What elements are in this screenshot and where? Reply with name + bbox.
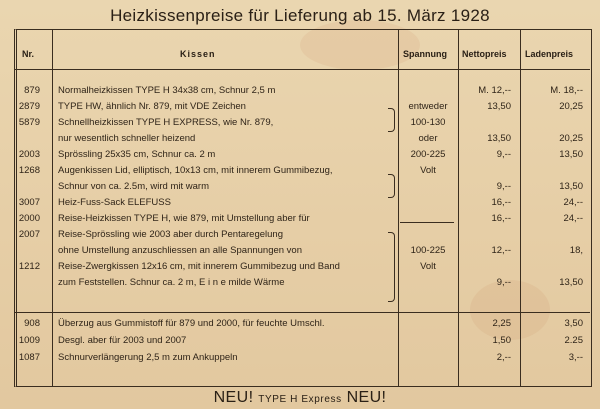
row-lp: 20,25	[559, 133, 583, 144]
bracket-mark	[388, 108, 395, 132]
row-np: 16,--	[491, 213, 511, 224]
row-desc: Schnur von ca. 2.5m, wird mit warm	[58, 181, 209, 192]
row-nr: 908	[24, 318, 40, 329]
column-divider	[398, 29, 399, 387]
row-nr: 1009	[18, 335, 40, 346]
row-np: 1,50	[492, 335, 511, 346]
row-desc: Überzug aus Gummistoff für 879 und 2000, für feuchte Umschl.	[58, 318, 325, 329]
row-np: 9,--	[496, 181, 511, 192]
page-title: Heizkissenpreise für Lieferung ab 15. März 1928	[110, 6, 490, 25]
row-sp: oder	[418, 133, 438, 144]
header-nr: Nr.	[22, 49, 35, 59]
row-desc: Reise-Heizkissen TYPE H, wie 879, mit Umstellung aber für	[58, 213, 310, 224]
row-desc: Reise-Zwergkissen 12x16 cm, mit innerem Gummibezug und Band	[58, 261, 340, 272]
row-sp: Volt	[420, 165, 436, 176]
row-nr: 1087	[18, 352, 40, 363]
row-lp: 13,50	[559, 149, 583, 160]
row-desc: Desgl. aber für 2003 und 2007	[58, 335, 187, 346]
column-divider	[52, 29, 53, 387]
section-rule	[14, 312, 590, 313]
row-lp: M. 18,--	[550, 85, 583, 96]
row-lp: 3,--	[568, 352, 583, 363]
row-desc: Reise-Sprössling wie 2003 aber durch Pentaregelung	[58, 229, 283, 240]
row-desc: zum Feststellen. Schnur ca. 2 m, E i n e milde Wärme	[58, 277, 285, 288]
header-nettopreis: Nettopreis	[462, 49, 507, 59]
row-np: 13,50	[487, 101, 511, 112]
row-lp: 18,	[569, 245, 583, 256]
row-sp: 100-130	[410, 117, 446, 128]
row-desc: nur wesentlich schneller heizend	[58, 133, 196, 144]
row-desc: Augenkissen Lid, elliptisch, 10x13 cm, mit innerem Gummibezug,	[58, 165, 333, 176]
row-nr: 879	[24, 85, 40, 96]
column-divider	[520, 29, 521, 387]
row-desc: TYPE HW, ähnlich Nr. 879, mit VDE Zeichen	[58, 101, 246, 112]
column-divider	[458, 29, 459, 387]
header-rule	[14, 69, 590, 70]
row-np: 16,--	[491, 197, 511, 208]
row-np: 13,50	[487, 133, 511, 144]
row-sp: entweder	[408, 101, 448, 112]
row-nr: 1212	[18, 261, 40, 272]
row-lp: 3,50	[564, 318, 583, 329]
header-kissen: Kissen	[180, 49, 216, 59]
voltage-rule	[400, 222, 454, 223]
footer-banner	[0, 389, 600, 407]
neu-label: NEU!	[213, 389, 254, 406]
row-nr: 2003	[18, 149, 40, 160]
row-desc: Schnellheizkissen TYPE H EXPRESS, wie Nr. 879,	[58, 117, 274, 128]
row-desc: Heiz-Fuss-Sack ELEFUSS	[58, 197, 171, 208]
row-nr: 2007	[18, 229, 40, 240]
row-desc: Sprössling 25x35 cm, Schnur ca. 2 m	[58, 149, 216, 160]
row-desc: ohne Umstellung anzuschliessen an alle Spannungen von	[58, 245, 303, 256]
row-nr: 3007	[18, 197, 40, 208]
bracket-mark	[388, 174, 395, 198]
row-np: 2,25	[492, 318, 511, 329]
type-label: TYPE H Express	[258, 394, 342, 405]
bracket-mark	[388, 232, 395, 302]
row-lp: 20,25	[559, 101, 583, 112]
row-sp: 100-225	[410, 245, 446, 256]
header-spannung: Spannung	[403, 49, 447, 59]
row-desc: Normalheizkissen TYPE H 34x38 cm, Schnur 2,5 m	[58, 85, 276, 96]
row-nr: 1268	[18, 165, 40, 176]
table-frame	[14, 29, 592, 387]
row-desc: Schnurverlängerung 2,5 m zum Ankuppeln	[58, 352, 238, 363]
row-np: 2,--	[496, 352, 511, 363]
row-lp: 13,50	[559, 277, 583, 288]
row-np: 9,--	[496, 277, 511, 288]
neu-label: NEU!	[346, 389, 387, 406]
row-np: 9,--	[496, 149, 511, 160]
row-sp: Volt	[420, 261, 436, 272]
row-lp: 13,50	[559, 181, 583, 192]
row-np: 12,--	[491, 245, 511, 256]
row-nr: 2000	[18, 213, 40, 224]
row-lp: 24,--	[563, 213, 583, 224]
row-np: M. 12,--	[478, 85, 511, 96]
header-ladenpreis: Ladenpreis	[525, 49, 574, 59]
row-lp: 24,--	[563, 197, 583, 208]
row-nr: 5879	[18, 117, 40, 128]
row-lp: 2.25	[564, 335, 583, 346]
row-nr: 2879	[18, 101, 40, 112]
row-sp: 200-225	[410, 149, 446, 160]
